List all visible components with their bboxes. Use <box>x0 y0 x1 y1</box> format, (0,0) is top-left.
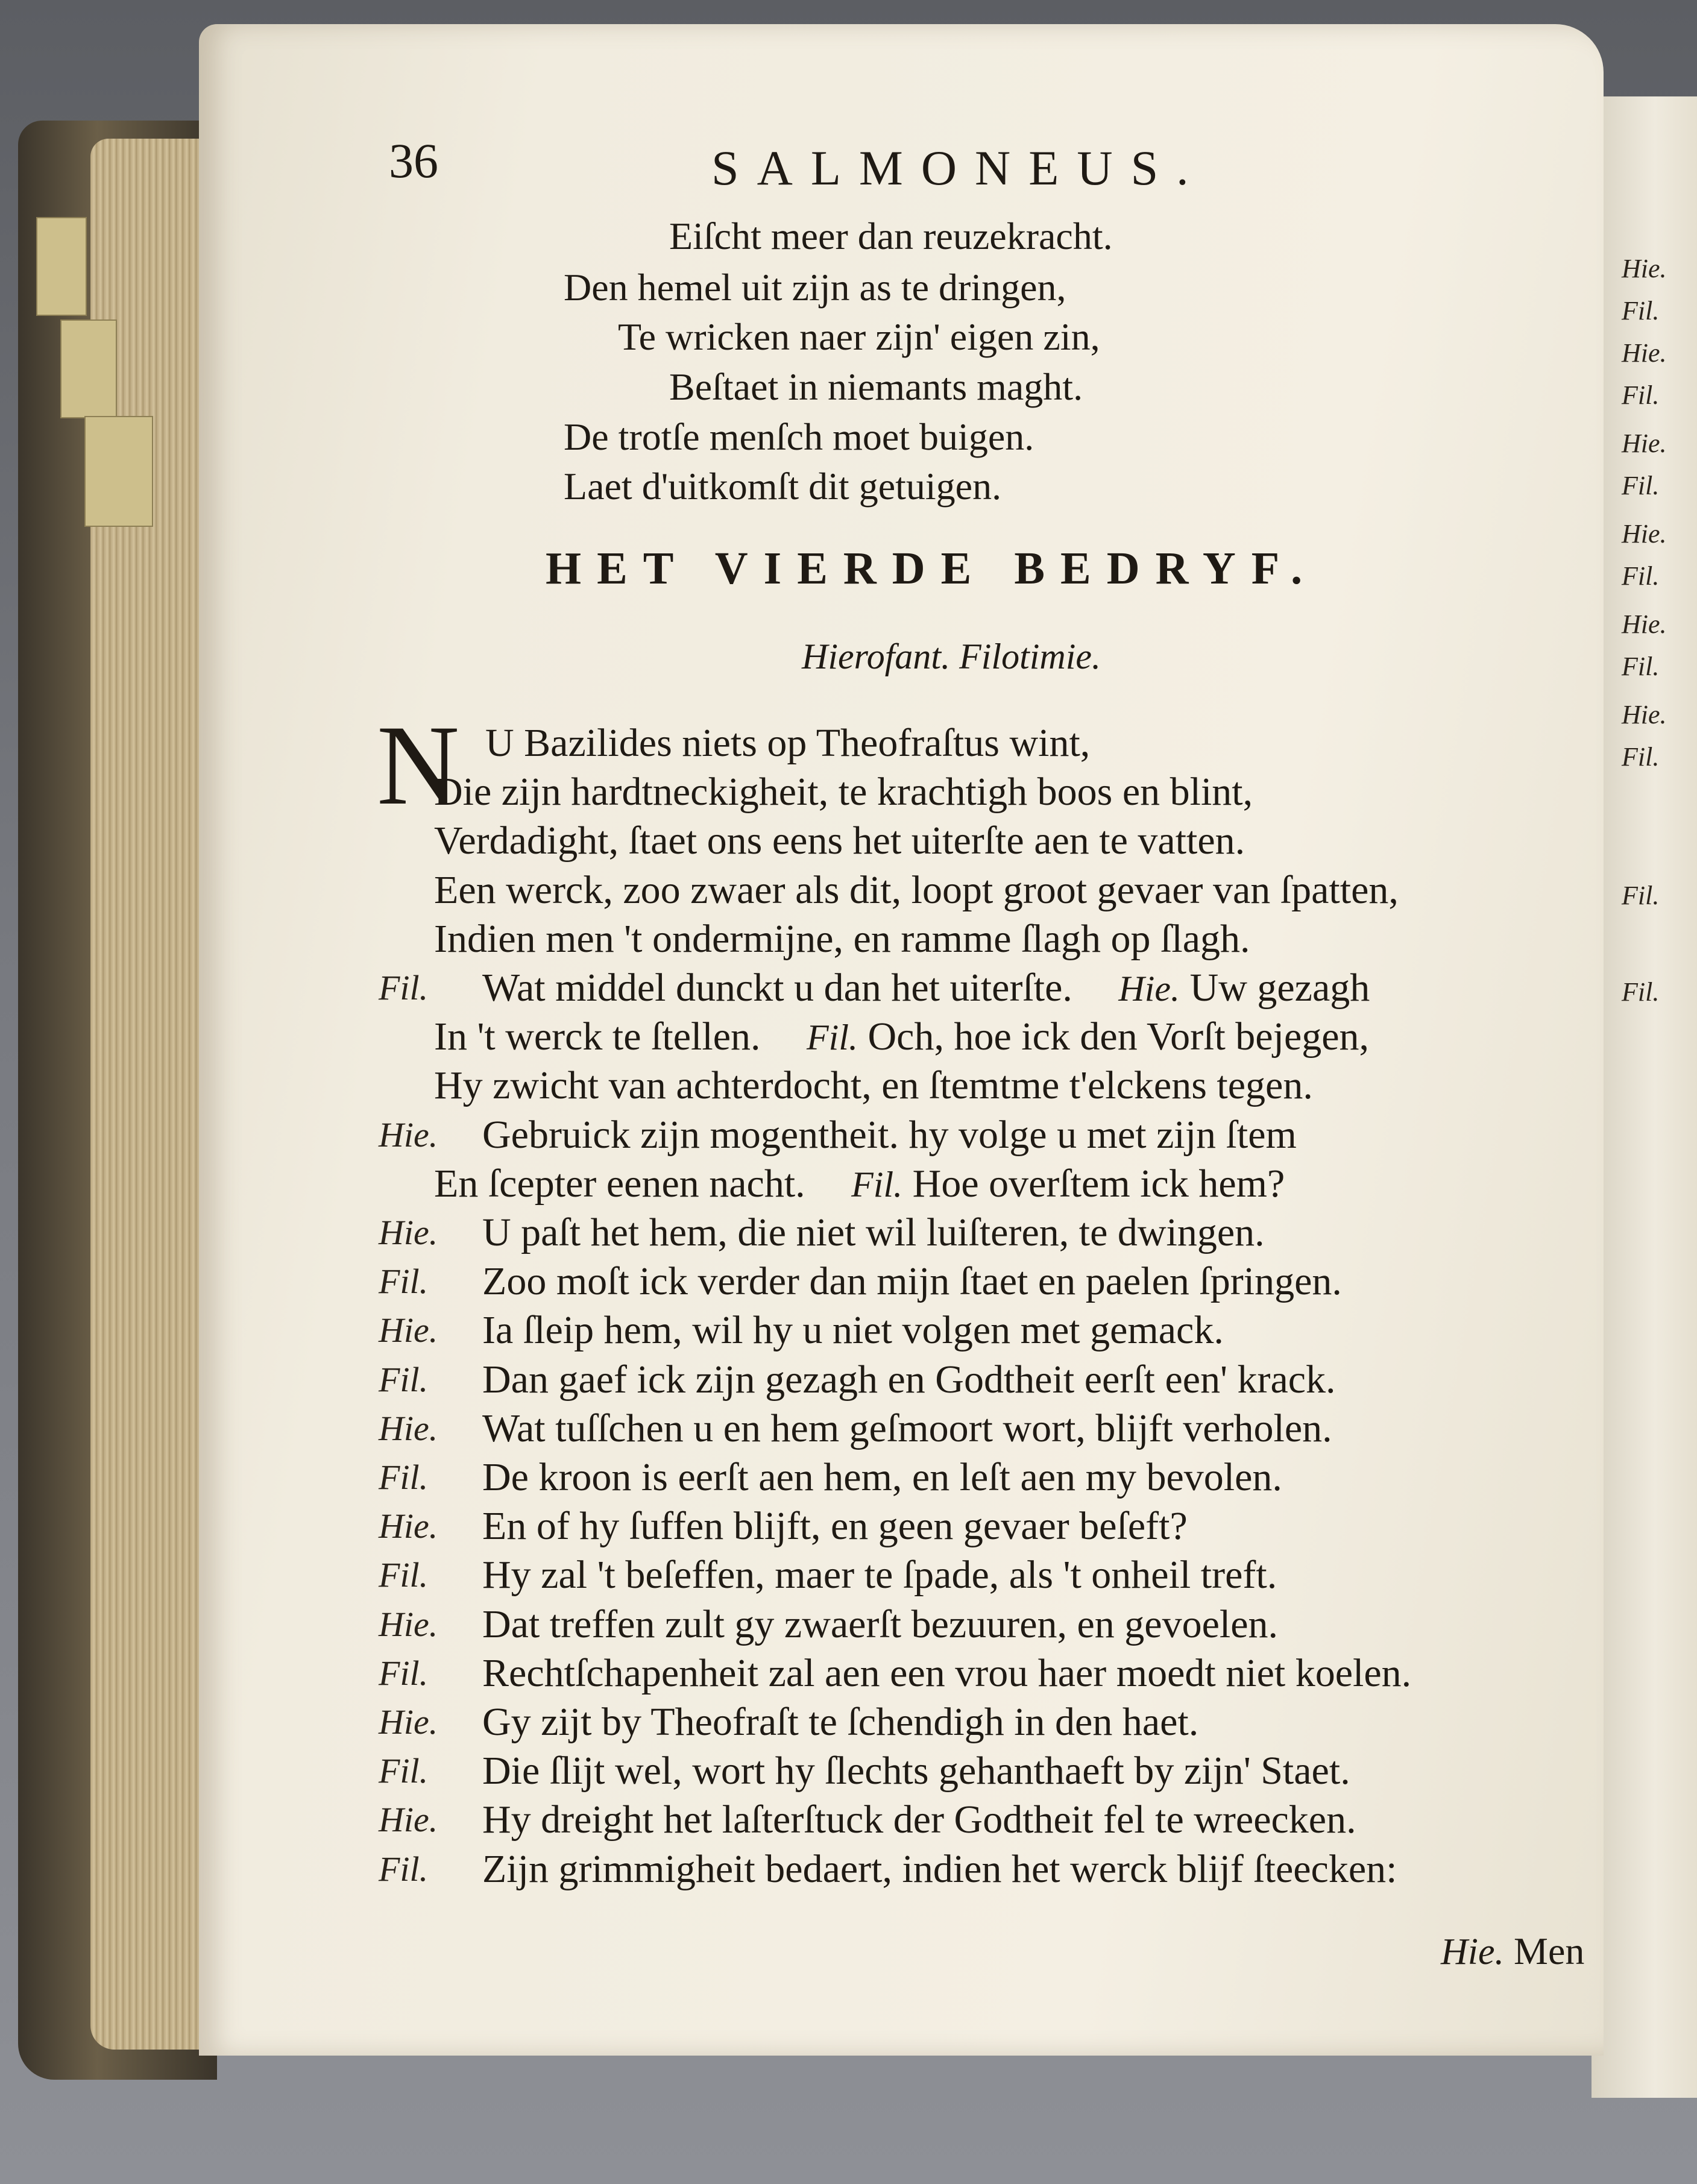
running-title: SALMONEUS. <box>711 140 1207 195</box>
speaker-label: Hie. <box>379 1115 438 1154</box>
line-text: U paſt het hem, die niet wil luiſteren, te dwingen. <box>482 1210 1265 1254</box>
speaker-label: Hie. <box>1118 969 1180 1009</box>
catchword-speaker: Hie. <box>1441 1931 1505 1972</box>
dialogue-line <box>434 867 1399 913</box>
facing-page-speaker: Fil. <box>1622 380 1660 410</box>
line-text: Hy dreight het laſterſtuck der Godtheit fel te wreecken. <box>482 1798 1356 1842</box>
line-text: Een werck, zoo zwaer als dit, loopt groot gevaer van ſpatten, <box>434 868 1399 912</box>
facing-page-speaker: Fil. <box>1622 742 1660 772</box>
line-text: Hoe overſtem ick hem? <box>912 1162 1285 1206</box>
line-text: Verdadight, ſtaet ons eens het uiterſte aen te vatten. <box>434 819 1245 863</box>
act-title: HET VIERDE BEDRYF. <box>546 543 1318 594</box>
dialogue-line <box>485 720 1090 766</box>
dialogue-line <box>434 1063 1313 1109</box>
chorus-line: Te wricken naer zijn' eigen zin, <box>618 315 1100 358</box>
dialogue-line <box>434 818 1245 864</box>
dialogue-line <box>482 1455 1282 1500</box>
page-tab <box>36 217 87 316</box>
speaker-label: Hie. <box>379 1311 438 1350</box>
line-text: Gy zijt by Theofraſt te ſchendigh in den haet. <box>482 1700 1199 1744</box>
facing-page-speaker: Fil. <box>1622 977 1660 1007</box>
dialogue-line <box>482 1210 1265 1256</box>
facing-page-speaker: Fil. <box>1622 471 1660 500</box>
speaker-label: Hie. <box>379 1409 438 1448</box>
line-text: Die zijn hardtneckigheit, te krachtigh boos en blint, <box>434 770 1253 814</box>
line-text: Wat tuſſchen u en hem geſmoort wort, blijft verholen. <box>482 1406 1332 1450</box>
drop-cap: N <box>377 702 460 829</box>
line-text: Rechtſchapenheit zal aen een vrou haer moedt niet koelen. <box>482 1651 1412 1695</box>
dialogue-line <box>434 916 1250 962</box>
facing-page-speaker: Fil. <box>1622 881 1660 910</box>
dialogue-line <box>482 1846 1397 1892</box>
speaker-label: Hie. <box>379 1506 438 1546</box>
chorus-line: De trotſe menſch moet buigen. <box>564 415 1034 458</box>
dialogue-line <box>482 1308 1224 1353</box>
line-text: Dan gaef ick zijn gezagh en Godtheit eerſt een' krack. <box>482 1358 1336 1402</box>
dialogue-line <box>482 1651 1411 1696</box>
speaker-label: Fil. <box>379 968 429 1007</box>
line-text: Och, hoe ick den Vorſt bejegen, <box>867 1015 1370 1059</box>
dialogue-line <box>482 1112 1297 1158</box>
facing-page-speaker: Hie. <box>1622 519 1667 549</box>
speaker-label: Hie. <box>379 1213 438 1252</box>
line-text: In 't werck te ſtellen. <box>434 1015 761 1059</box>
speaker-label: Hie. <box>379 1702 438 1742</box>
page-number: 36 <box>389 133 438 188</box>
line-text: Gebruick zijn mogentheit. hy volge u met zijn ſtem <box>482 1113 1297 1157</box>
dialogue-line <box>434 769 1253 815</box>
chorus-line: Den hemel uit zijn as te dringen, <box>564 266 1066 309</box>
line-text: Hy zwicht van achterdocht, en ſtemtme t'elckens tegen. <box>434 1063 1313 1107</box>
dialogue-line <box>482 1699 1198 1745</box>
facing-page-speaker: Hie. <box>1622 609 1667 639</box>
facing-page-speaker: Hie. <box>1622 254 1667 283</box>
line-text: Die ſlijt wel, wort hy ſlechts gehanthaeft by zijn' Staet. <box>482 1749 1350 1793</box>
page-tab <box>84 416 153 527</box>
character-list: Hierofant. Filotimie. <box>802 637 1101 676</box>
speaker-label: Fil. <box>379 1654 429 1693</box>
dialogue-line <box>434 1014 1369 1060</box>
chorus-line: Beſtaet in niemants maght. <box>669 365 1083 408</box>
facing-page-speaker: Hie. <box>1622 338 1667 368</box>
line-text: En of hy ſuffen blijft, en geen gevaer beſeft? <box>482 1504 1188 1548</box>
dialogue-line <box>434 1161 1285 1207</box>
speaker-label: Fil. <box>379 1849 429 1889</box>
line-text: Indien men 't ondermijne, en ramme ſlagh op ſlagh. <box>434 917 1250 961</box>
line-text: Dat treffen zult gy zwaerſt bezuuren, en gevoelen. <box>482 1602 1278 1646</box>
dialogue-line <box>482 1748 1350 1794</box>
catchword-text: Men <box>1514 1930 1585 1972</box>
line-text: En ſcepter eenen nacht. <box>434 1162 805 1206</box>
catchword <box>1441 1929 1584 1974</box>
line-text: Ia ſleip hem, wil hy u niet volgen met gemack. <box>482 1308 1224 1352</box>
line-text: Wat middel dunckt u dan het uiterſte. <box>482 966 1072 1010</box>
facing-page-speaker: Hie. <box>1622 429 1667 458</box>
dialogue-line <box>482 1797 1356 1843</box>
chorus-line: Laet d'uitkomſt dit getuigen. <box>564 465 1002 508</box>
line-text: Uw gezagh <box>1189 966 1370 1010</box>
dialogue-line <box>482 1406 1332 1452</box>
speaker-label: Fil. <box>379 1262 429 1301</box>
speaker-label: Fil. <box>851 1165 903 1204</box>
page-tab <box>60 319 117 418</box>
dialogue-line <box>482 1602 1278 1647</box>
speaker-label: Fil. <box>379 1555 429 1594</box>
speaker-label: Fil. <box>379 1458 429 1497</box>
dialogue-line <box>482 1552 1277 1598</box>
line-text: U Bazilides niets op Theofraſtus wint, <box>485 721 1091 765</box>
speaker-label: Hie. <box>379 1605 438 1644</box>
dialogue-line <box>482 965 1370 1011</box>
line-text: De kroon is eerſt aen hem, en leſt aen my bevolen. <box>482 1455 1282 1499</box>
dialogue-line <box>482 1503 1188 1549</box>
speaker-label: Fil. <box>807 1018 858 1057</box>
facing-page-speaker: Fil. <box>1622 652 1660 681</box>
facing-page-speaker: Fil. <box>1622 561 1660 591</box>
chorus-line: Eiſcht meer dan reuzekracht. <box>669 215 1113 257</box>
line-text: Hy zal 't beſeffen, maer te ſpade, als 't onheil treft. <box>482 1553 1277 1597</box>
line-text: Zijn grimmigheit bedaert, indien het werck blijf ſteecken: <box>482 1847 1397 1891</box>
speaker-label: Fil. <box>379 1360 429 1399</box>
speaker-label: Fil. <box>379 1751 429 1790</box>
facing-page-speaker: Hie. <box>1622 700 1667 729</box>
dialogue-line <box>482 1357 1336 1403</box>
facing-page-speaker: Fil. <box>1622 296 1660 326</box>
line-text: Zoo moſt ick verder dan mijn ſtaet en paelen ſpringen. <box>482 1259 1342 1303</box>
speaker-label: Hie. <box>379 1800 438 1839</box>
dialogue-line <box>482 1259 1342 1304</box>
